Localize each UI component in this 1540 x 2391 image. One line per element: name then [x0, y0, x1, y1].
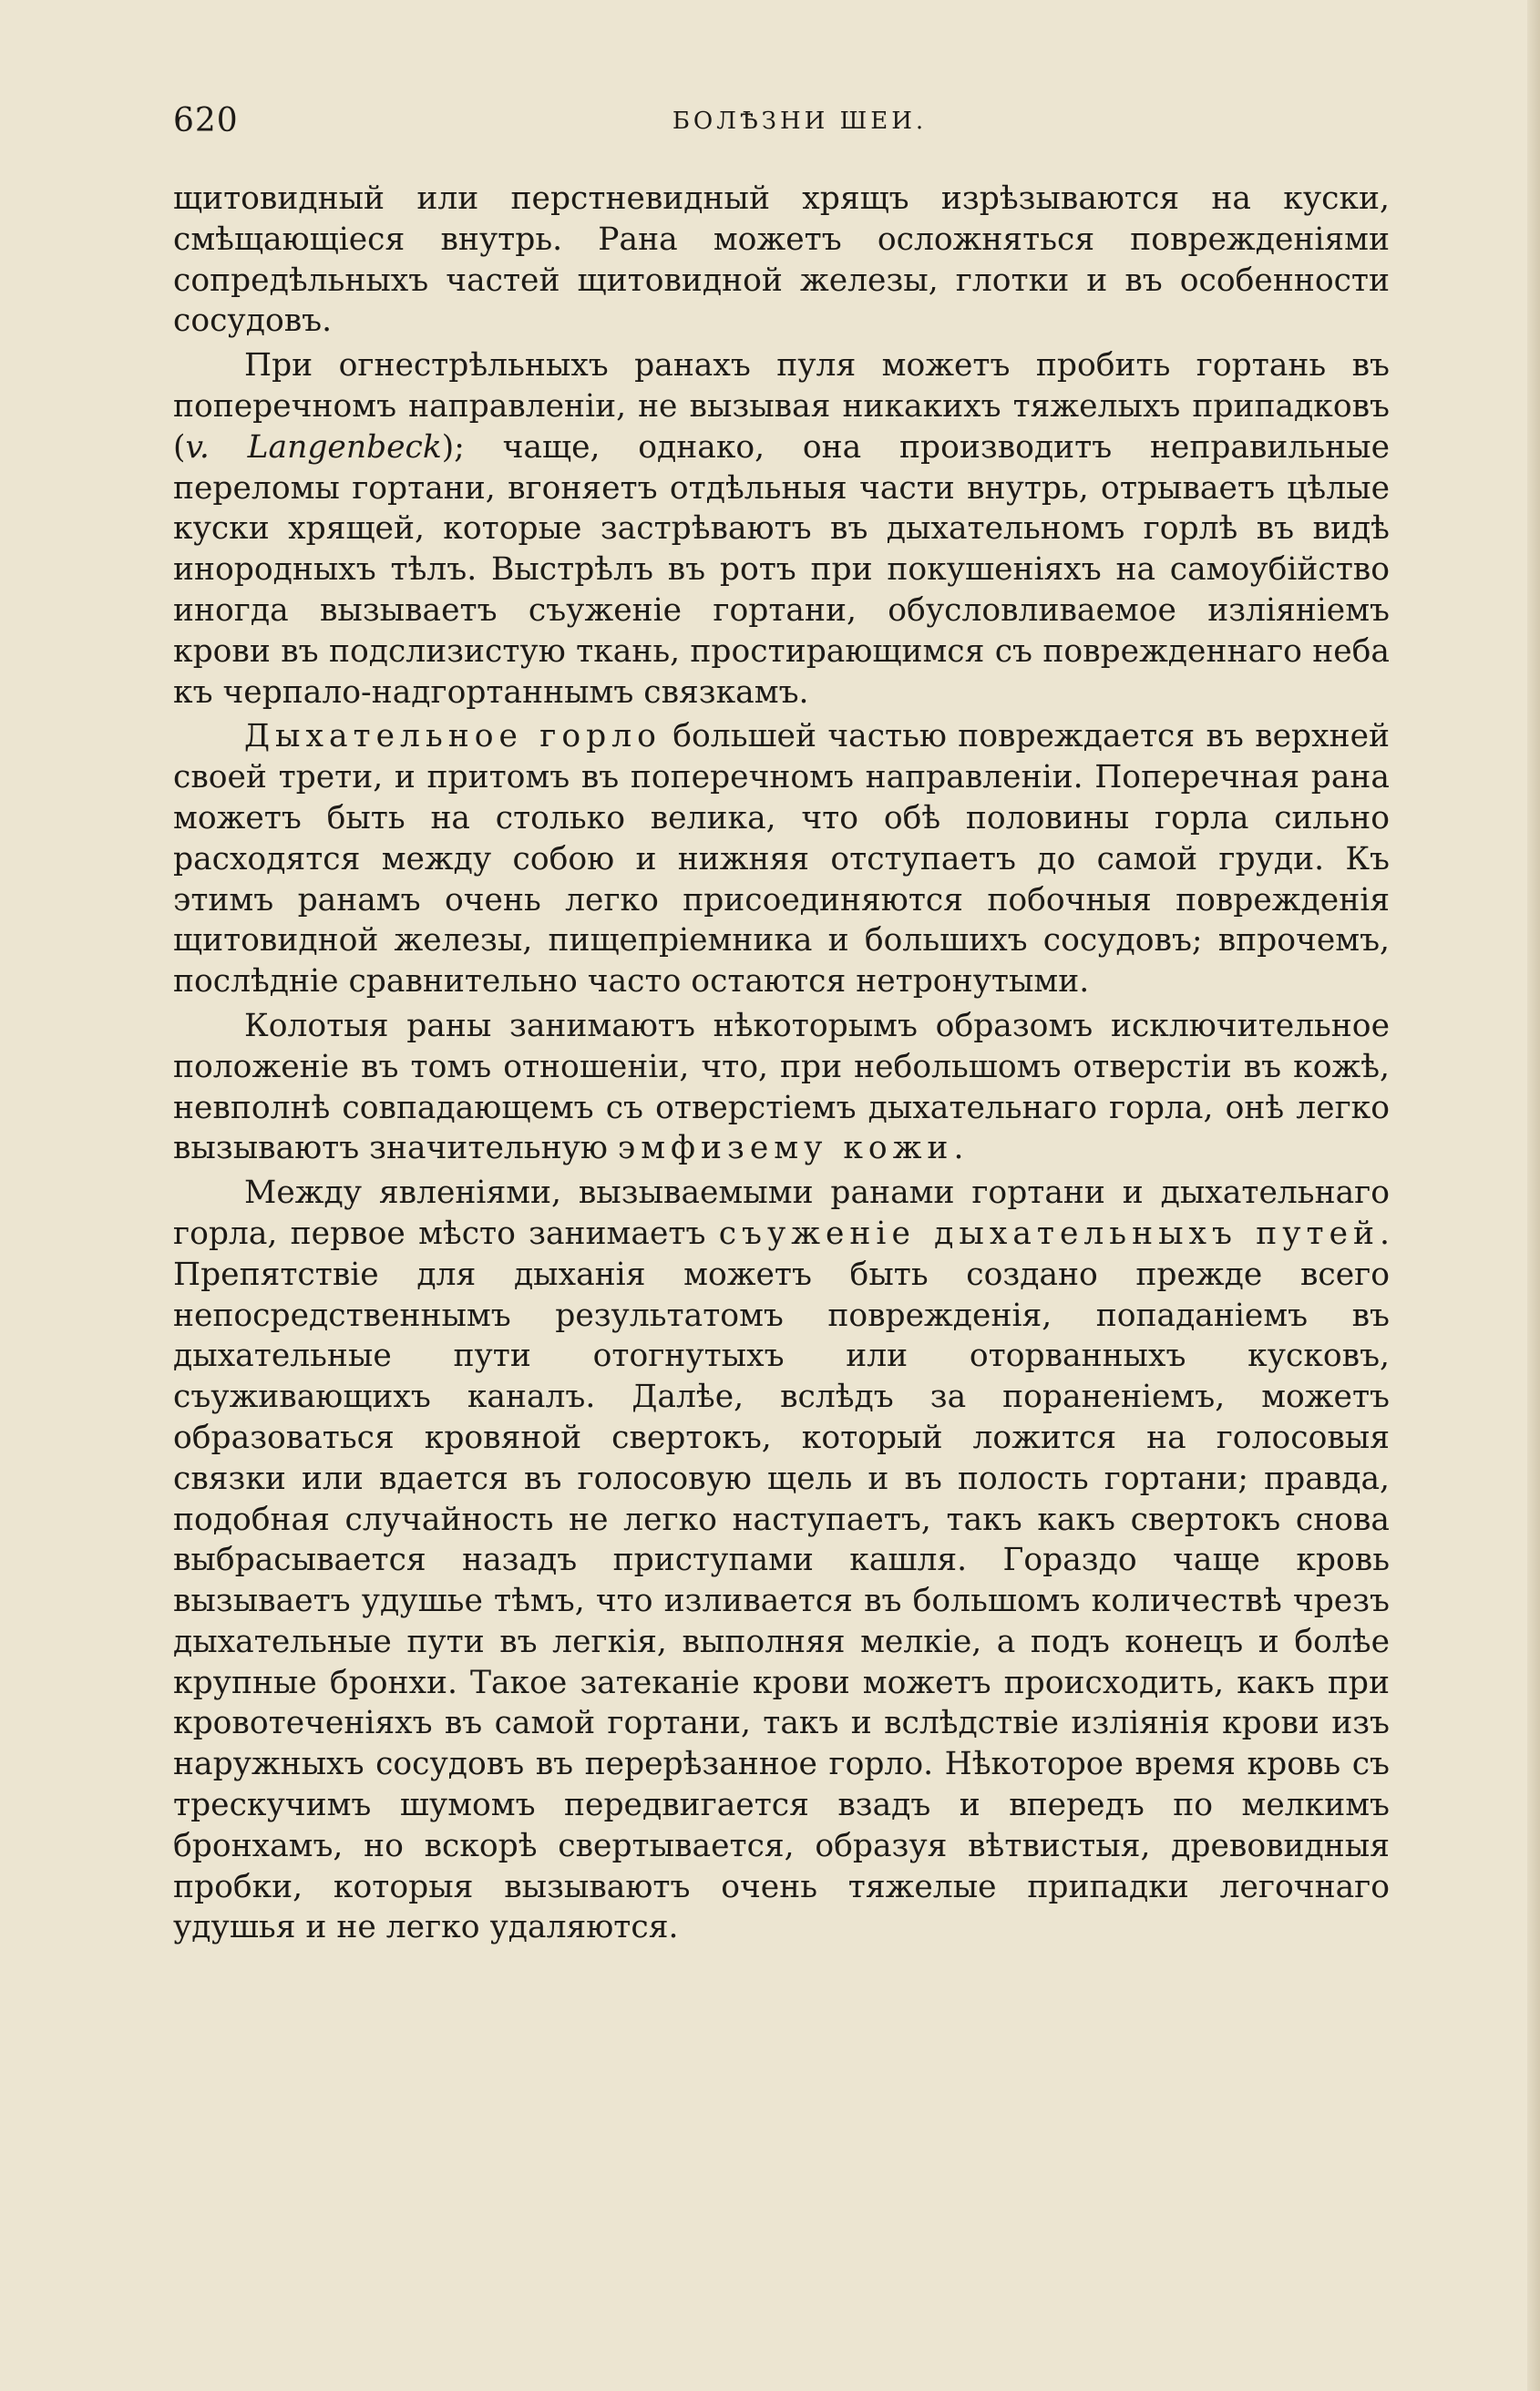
spaced-term: съуженіе дыхательныхъ путей	[718, 1215, 1381, 1252]
spaced-term: эмфизему кожи	[617, 1130, 954, 1167]
paragraph-text: При огнестрѣльныхъ ранахъ пуля можетъ пробить гортань въ поперечномъ направленіи, не вызывая никакихъ тяжелыхъ припадковъ (	[173, 347, 1390, 466]
body-text	[173, 179, 1390, 1952]
paragraph-text: ); чаще, однако, она производитъ неправильные переломы гортани, вгоняетъ отдѣльныя части внутрь, отрываетъ цѣлые куски хрящей, которые застрѣваютъ въ дыхательномъ горлѣ въ видѣ инородныхъ тѣлъ. Выстрѣлъ въ ротъ при покушеніяхъ на самоубійство иногда вызываетъ съуженіе гортани, обусловливаемое изліяніемъ крови въ подслизистую ткань, простирающимся съ поврежденнаго неба къ черпало-надгортаннымъ связкамъ.	[173, 428, 1390, 711]
running-title: БОЛѢЗНИ ШЕИ.	[672, 108, 928, 135]
italic-citation: v. Langenbeck	[185, 428, 442, 466]
paragraph-text: большей частью повреждается въ верхней своей трети, и притомъ въ поперечномъ направленіи. Поперечная рана можетъ быть на столько велика, что обѣ половины горла сильно расходятся между собою и нижняя отступаетъ до самой груди. Къ этимъ ранамъ очень легко присоединяются побочныя поврежденія щитовидной железы, пищепріемника и большихъ сосудовъ; впрочемъ, послѣдніе сравнительно часто остаются нетронутыми.	[173, 718, 1390, 1001]
paragraph	[173, 345, 1390, 713]
paragraph-text: Между явленіями, вызываемыми ранами гортани и дыхательнаго горла, первое мѣсто занимаетъ	[173, 1175, 1390, 1252]
paragraph-text: щитовидный или перстневидный хрящъ изрѣзываются на куски, смѣщающіеся внутрь. Рана можетъ осложняться поврежденіями сопредѣльныхъ частей щитовидной железы, глотки и въ особенности сосудовъ.	[173, 180, 1390, 340]
page-header	[173, 102, 1390, 149]
paragraph-text: Колотыя раны занимаютъ нѣкоторымъ образомъ исключительное положеніе въ томъ отношеніи, что, при небольшомъ отверстіи въ кожѣ, невполнѣ совпадающемъ съ отверстіемъ дыхательнаго горла, онѣ легко вызываютъ значительную	[173, 1007, 1390, 1167]
paragraph	[173, 1006, 1390, 1169]
page-number: 620	[173, 102, 239, 139]
paragraph-text: . Препятствіе для дыханія можетъ быть создано прежде всего непосредственнымъ результатомъ поврежденія, попаданіемъ въ дыхательные пути отогнутыхъ или оторванныхъ кусковъ, съуживающихъ каналъ. Далѣе, вслѣдъ за пораненіемъ, можетъ образоваться кровяной свертокъ, который ложится на голосовыя связки или вдается въ голосовую щель и въ полость гортани; правда, подобная случайность не легко наступаетъ, такъ какъ свертокъ снова выбрасывается назадъ приступами кашля. Гораздо чаще кровь вызываетъ удушье тѣмъ, что изливается въ большомъ количествѣ чрезъ дыхательные пути въ легкія, выполняя мелкіе, а подъ конецъ и болѣе крупные бронхи. Такое затеканіе крови можетъ происходить, какъ при кровотеченіяхъ въ самой гортани, такъ и вслѣдствіе изліянія крови изъ наружныхъ сосудовъ въ перерѣзанное горло. Нѣкоторое время кровь съ трескучимъ шумомъ передвигается взадъ и впередъ по мелкимъ бронхамъ, но вскорѣ свертывается, образуя вѣтвистыя, древовидныя пробки, которыя вызываютъ очень тяжелые припадки легочнаго удушья и не легко удаляются.	[173, 1215, 1391, 1946]
page-edge	[1527, 0, 1540, 2391]
spaced-term: Дыхательное горло	[244, 718, 662, 755]
paragraph	[173, 1173, 1390, 1948]
paragraph-text: .	[953, 1130, 964, 1167]
paragraph	[173, 716, 1390, 1002]
paragraph	[173, 179, 1390, 342]
